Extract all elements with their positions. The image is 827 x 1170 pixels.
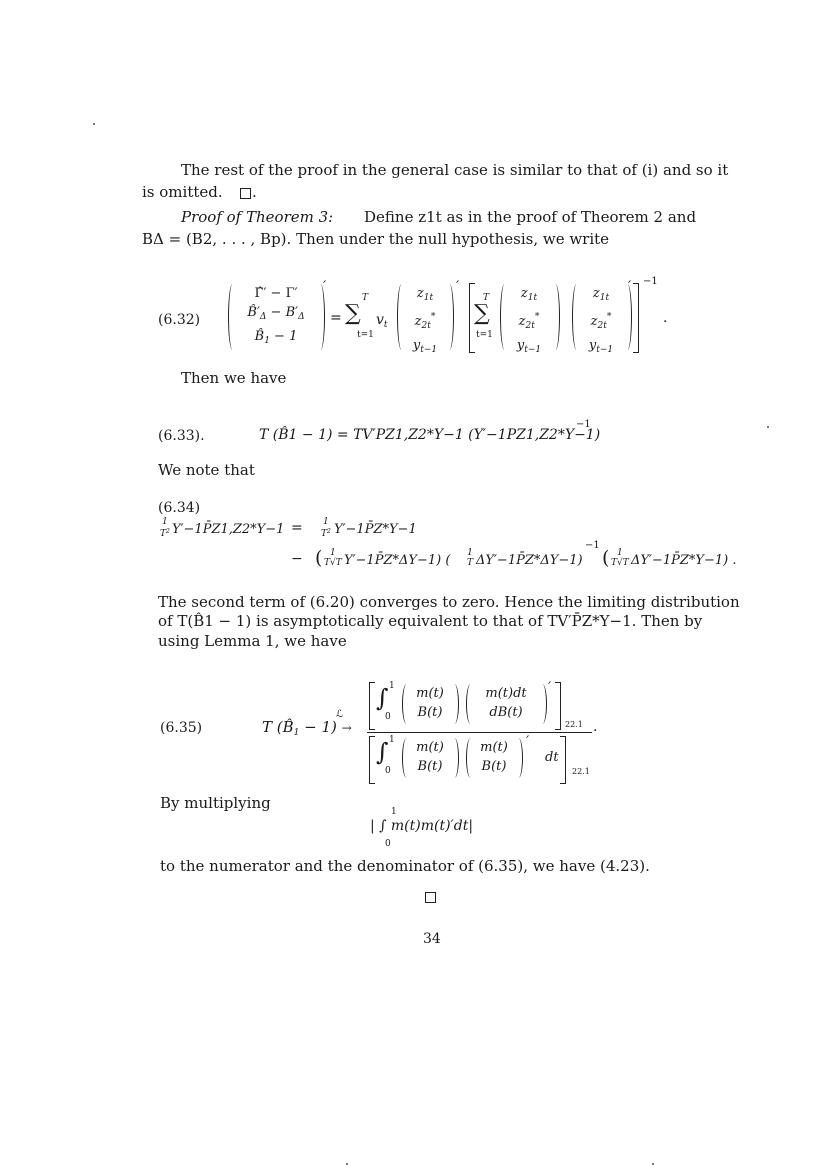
eq-term: ΔY′−1P̄Z*ΔY−1) <box>476 553 583 568</box>
subscript-22-1: 22.1 <box>572 767 590 776</box>
paren-right <box>551 284 560 350</box>
paragraph-line: The second term of (6.20) converges to zero. Hence the limiting distribution <box>158 593 740 611</box>
prime: ′ <box>548 680 552 696</box>
multiplier-expression <box>370 818 473 834</box>
sum-sign: ∑ <box>345 301 361 326</box>
sum-limit: t=1 <box>476 330 493 340</box>
bracket-right <box>555 682 561 730</box>
integral-bound: 0 <box>385 712 391 722</box>
period: . <box>252 183 257 201</box>
prime: ′ <box>526 734 530 750</box>
convergence-symbol: ℒ <box>336 709 344 720</box>
paragraph-line: using Lemma 1, we have <box>158 632 347 650</box>
qed-square-icon <box>240 188 251 199</box>
paragraph-line: We note that <box>158 461 255 479</box>
matrix-column: m(t) B(t) <box>416 740 444 774</box>
paren-right <box>450 684 459 724</box>
paren-right <box>514 738 523 778</box>
fraction-line <box>367 732 592 733</box>
paren-right <box>445 284 454 350</box>
qed-square-icon <box>425 892 436 903</box>
paragraph-line: The rest of the proof in the general case is similar to that of (i) and so it <box>181 161 729 179</box>
paragraph-line: to the numerator and the denominator of (6.35), we have (4.23). <box>160 857 650 875</box>
integral-bound: 1 <box>391 807 397 817</box>
paragraph-text: is omitted. <box>142 183 223 201</box>
minus: − <box>291 551 303 567</box>
sum-limit: t=1 <box>357 330 374 340</box>
matrix-column: Γ̂′ − Γ′ $B̂'_\Delta - B'_\Delta$ $B̂_1 - 1$ <box>247 286 305 346</box>
equation-label: (6.34) <box>158 500 201 516</box>
frac-lhs: 1 $T^2$ <box>160 517 170 539</box>
matrix-column: $z_{1t}$ $z_{2t}^*$ $y_{t-1}$ <box>588 286 614 355</box>
bracket-right <box>560 736 566 784</box>
lhs: T $(B̂_1 - 1)$ → <box>262 718 352 738</box>
matrix-column: $z_{1t}$ $z_{2t}^*$ $y_{t-1}$ <box>516 286 542 355</box>
paragraph-line: Then we have <box>181 369 287 387</box>
equation-label: (6.33). <box>158 428 205 444</box>
matrix-column: m(t)dt dB(t) <box>485 686 527 720</box>
period: . <box>593 719 598 735</box>
integral-bound: 1 <box>389 735 395 745</box>
eq-term: Y′−1P̄Z*ΔY−1) ( <box>344 553 451 568</box>
proof-heading: Proof of Theorem 3: <box>181 208 334 226</box>
paren-right <box>450 738 459 778</box>
integral-bound: 1 <box>389 681 395 691</box>
eq-term: ΔY′−1P̄Z*Y−1) . <box>631 553 737 568</box>
scan-speck <box>346 1163 348 1165</box>
integral-sign: ∫ <box>376 738 389 766</box>
scan-speck <box>767 426 769 428</box>
open-paren: ( <box>315 547 323 569</box>
integral-sign: ∫ <box>376 684 389 712</box>
frac: 1 T <box>467 548 474 568</box>
inverse-exponent: −1 <box>576 419 591 430</box>
scan-speck <box>93 123 95 125</box>
paragraph-line: BΔ = (B2, . . . , Bp). Then under the null hypothesis, we write <box>142 230 610 248</box>
equation-6-33: T (B̂1 − 1) = TV′PZ1,Z2*Y−1 (Y′−1PZ1,Z2*Y−1) <box>259 427 601 443</box>
paragraph-line: of T(B̂1 − 1) is asymptotically equivalent to that of TV′P̄Z*Y−1. Then by <box>158 612 703 630</box>
eq-lhs: Y′−1P̄Z1,Z2*Y−1 <box>172 522 285 537</box>
sum-limit: T <box>483 293 490 303</box>
integral-bound: 0 <box>385 766 391 776</box>
matrix-column: $z_{1t}$ $z_{2t}^*$ $y_{t-1}$ <box>412 286 438 355</box>
dt: dt <box>545 750 559 765</box>
inverse-exponent: −1 <box>585 540 600 551</box>
page-number: 34 <box>423 931 441 947</box>
multiplier-text: | ∫ m(t)m(t)′dt| <box>370 818 474 834</box>
matrix-column: m(t) B(t) <box>416 686 444 720</box>
bracket-right <box>633 283 639 353</box>
sum-sign: ∑ <box>474 301 490 326</box>
scan-speck <box>652 1163 654 1165</box>
paragraph-line: Define z1t as in the proof of Theorem 2 and <box>364 208 697 226</box>
equation-label: (6.35) <box>160 720 203 736</box>
bracket-left <box>369 736 375 784</box>
sum-limit: T <box>362 293 369 303</box>
equation-label: (6.32) <box>158 312 201 328</box>
paragraph-line: By multiplying <box>160 794 271 812</box>
paragraph-line <box>142 183 223 202</box>
equals: = <box>330 310 342 326</box>
prime: ′ <box>628 279 632 295</box>
integral-bound: 0 <box>385 839 391 849</box>
prime: ′ <box>323 279 327 295</box>
equals: = <box>291 520 303 536</box>
frac: 1 T√T <box>611 548 629 568</box>
prime: ′ <box>456 279 460 295</box>
frac: 1 T√T <box>324 548 342 568</box>
subscript-22-1: 22.1 <box>565 720 583 729</box>
inverse-exponent: −1 <box>643 276 658 287</box>
bracket-left <box>369 682 375 730</box>
frac: 1 $T^2$ <box>321 517 331 539</box>
open-paren: ( <box>602 547 610 569</box>
paren-right <box>538 684 547 724</box>
period: . <box>663 310 668 326</box>
v-t: $v_t$ <box>376 312 388 330</box>
matrix-column: m(t) B(t) <box>480 740 508 774</box>
eq-term: Y′−1P̄Z*Y−1 <box>334 522 417 537</box>
